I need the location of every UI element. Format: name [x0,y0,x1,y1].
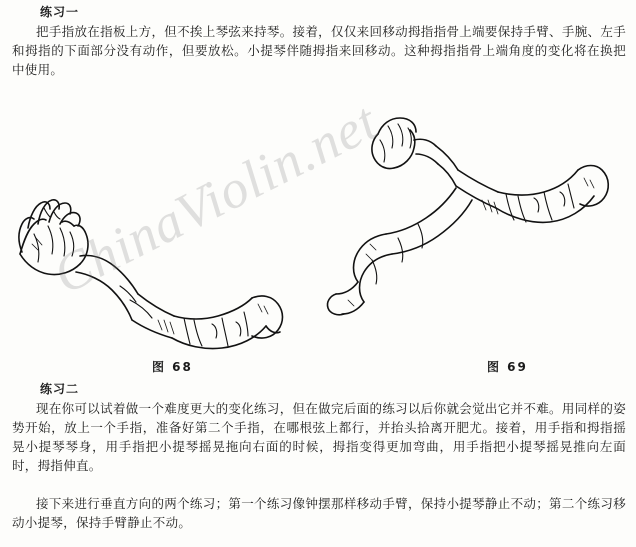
exercise-two-heading: 练习二 [40,382,80,396]
paragraph-two: 现在你可以试着做一个难度更大的变化练习，但在做完后面的练习以后你就会觉出它并不难。用同样的姿势开始，放上一个手指，准备好第二个手指，在哪根弦上都行，并抬头拾离开肥尤。接着，用手指和拇指摇晃小提琴琴身，用手指把小提琴摇晃拖向右面的时候，拇指变得更加弯曲，用手指把小提琴摇晃推向左面时，拇指伸直。 [12,401,626,473]
exercise-one-heading: 练习一 [40,5,80,19]
figure-68-caption: 图 68 [152,360,193,374]
paragraph-three: 接下来进行垂直方向的两个练习；第一个练习像钟摆那样移动手臂，保持小提琴静止不动；第二个练习移动小提琴，保持手臂静止不动。 [12,496,626,530]
figure-69-caption: 图 69 [487,360,528,374]
figure-68-illustration [8,104,308,354]
watermark-text: ChinaViolin.net [43,90,388,306]
paragraph-one: 把手指放在指板上方，但不挨上琴弦来持琴。接着，仅仅来回移动拇指指骨上端要保持手臂、手腕、左手和拇指的下面部分没有动作，但要放松。小提琴伴随拇指来回移动。这种拇指指骨上端角度的变化将在换把中使用。 [12,24,626,77]
figure-69-illustration [322,104,627,354]
